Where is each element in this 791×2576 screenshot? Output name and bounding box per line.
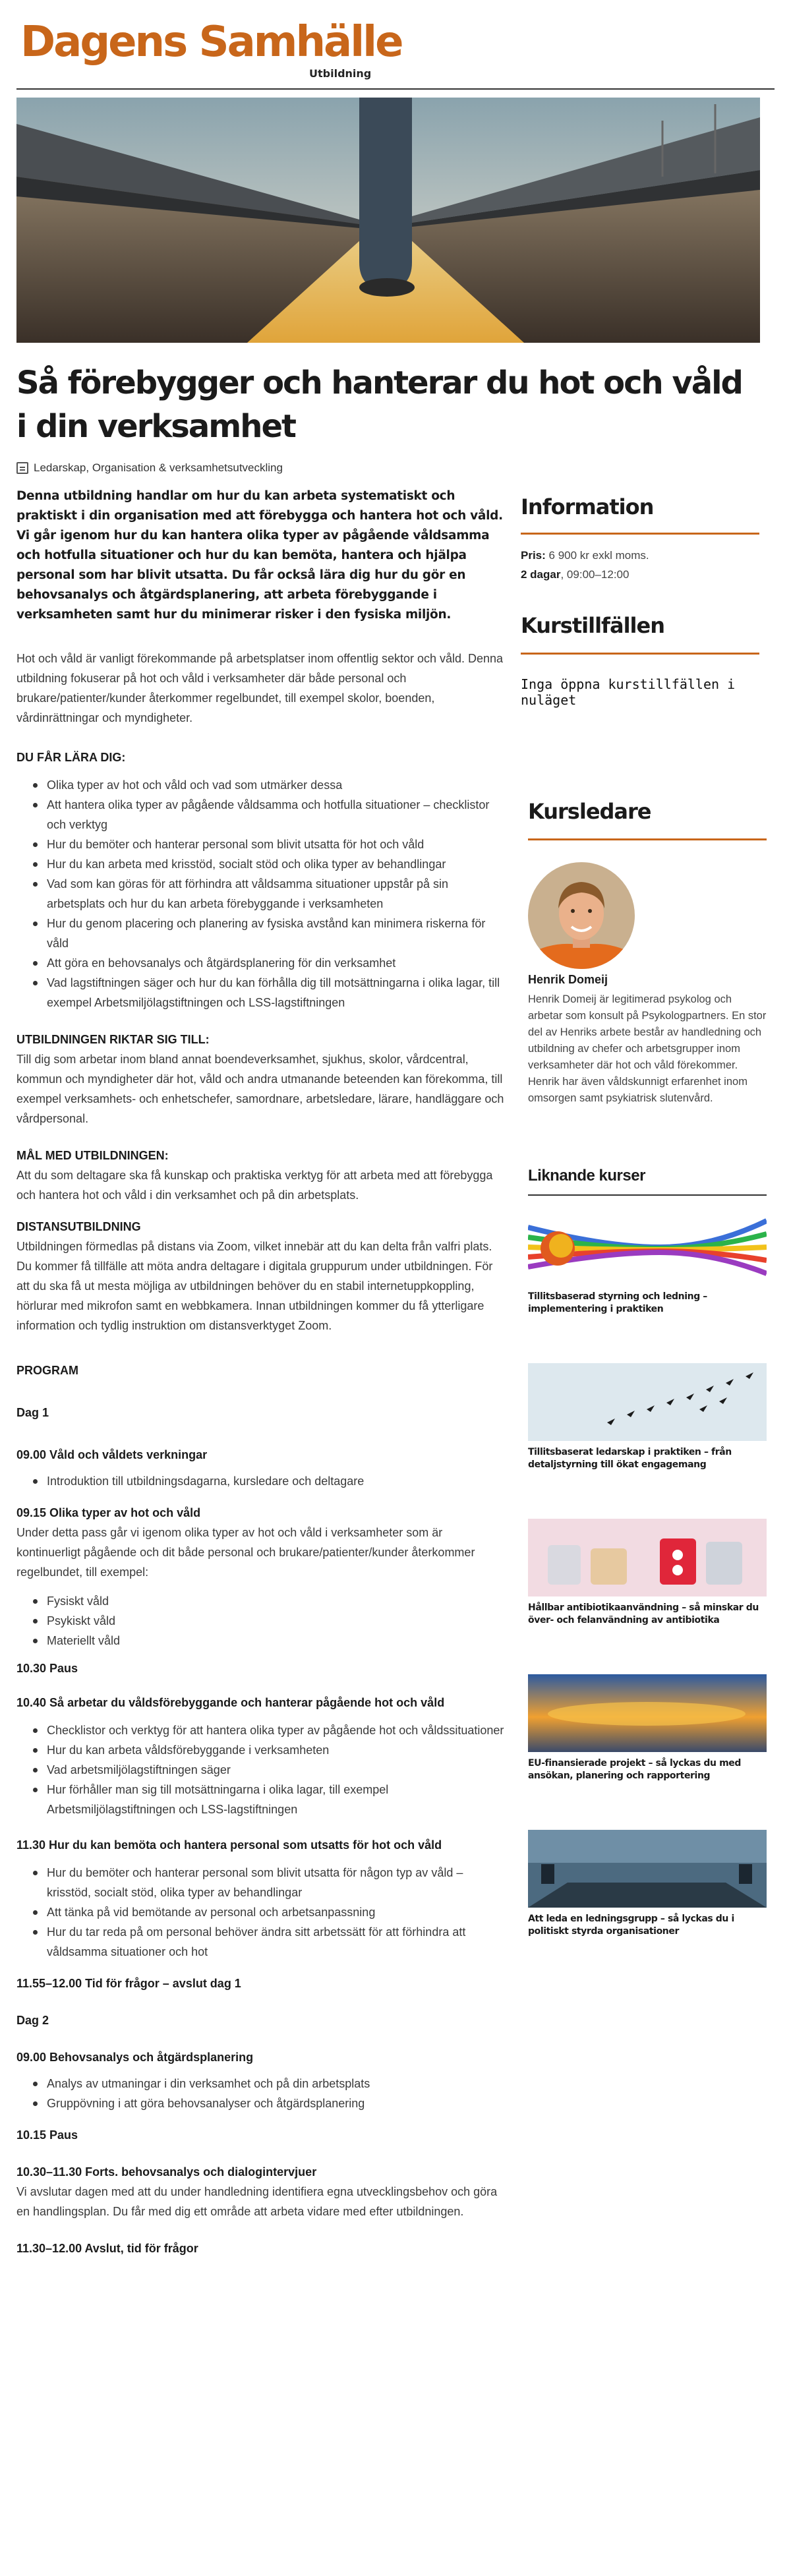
day1-heading: Dag 1	[16, 1406, 49, 1419]
list-item: Analys av utmaningar i din verksamhet och på din arbetsplats	[16, 2074, 504, 2093]
similar-course-title[interactable]: Tillitsbaserat ledarskap i praktiken – från detaljstyrning till ökat engagemang	[528, 1447, 732, 1470]
similar-heading: Liknande kurser	[528, 1167, 645, 1185]
session-title: 10.30 Paus	[16, 1662, 78, 1675]
site-header	[16, 12, 775, 90]
similar-divider	[528, 1194, 767, 1196]
similar-course-image[interactable]	[528, 1363, 767, 1441]
list-item: Hur du bemöter och hanterar personal som blivit utsatta för hot och våld	[16, 834, 504, 854]
similar-course-title[interactable]: Att leda en ledningsgrupp – så lyckas du i politiskt styrda organisationer	[528, 1914, 734, 1937]
price-info	[521, 546, 649, 584]
site-logo[interactable]: Dagens Samhälle	[20, 18, 402, 67]
list-item: Fysiskt våld	[16, 1591, 504, 1611]
list-item: Checklistor och verktyg för att hantera olika typer av pågående hot och våldssituationer	[16, 1720, 504, 1740]
list-item: Vad som kan göras för att förhindra att våldsamma situationer uppstår på sin arbetsplats och hur du kan arbeta förebyggande i verksamheten	[16, 874, 504, 914]
list-item: Vad arbetsmiljölagstiftningen säger	[16, 1760, 504, 1780]
leader-bio: Henrik Domeij är legitimerad psykolog och arbetar som konsult på Psykologpartners. En stor del av Henriks arbete består av handledning och utbildning av chefer och arbetsgrupper inom verksamheter där hot och våld förekommer. Henrik har även våldskunnigt erfarenhet inom omsorgen samt psykiatrisk slutenvård.	[528, 993, 767, 1104]
leader-heading: Kursledare	[528, 799, 651, 824]
hero-image	[16, 98, 760, 343]
duration-label: 2 dagar	[521, 568, 561, 581]
list-item: Introduktion till utbildningsdagarna, kursledare och deltagare	[16, 1471, 504, 1491]
list-item: Gruppövning i att göra behovsanalyser och åtgärdsplanering	[16, 2093, 504, 2113]
sessions-heading: Kurstillfällen	[521, 613, 664, 638]
course-description	[16, 486, 504, 2258]
session-title: 10.40 Så arbetar du våldsförebyggande och hanterar pågående hot och våld	[16, 1696, 445, 1709]
similar-course-image[interactable]	[528, 1674, 767, 1752]
distance-text: Utbildningen förmedlas på distans via Zoom, vilket innebär att du kan delta från valfri plats. Du kommer få tillfälle att möta andra deltagare i digitala gruppurum under utbildningen. För att du ska få ut mesta möjliga av utbildningen behöver du en stabil internetuppkoppling, hörlurar med mikrofon samt en webbkamera. Innan utbildningen kommer du få ytterligare information och tydlig instruktion om distansverktyget Zoom.	[16, 1240, 493, 1332]
no-sessions-text: Inga öppna kurstillfällen i nuläget	[521, 676, 736, 708]
sessions-divider	[521, 653, 759, 655]
similar-course-image[interactable]	[528, 1519, 767, 1596]
price-value: 6 900 kr exkl moms.	[548, 549, 649, 562]
list-item: Hur du genom placering och planering av fysiska avstånd kan minimera riskerna för våld	[16, 914, 504, 953]
list-item: Att hantera olika typer av pågående våldsamma och hotfulla situationer – checklistor och verktyg	[16, 795, 504, 834]
folder-icon	[16, 462, 28, 474]
duration-time: , 09:00–12:00	[560, 568, 630, 581]
avatar	[528, 862, 635, 969]
info-heading: Information	[521, 494, 654, 519]
program-heading: PROGRAM	[16, 1364, 78, 1377]
list-item: Hur du tar reda på om personal behöver ändra sitt arbetssätt för att förhindra att våldsamma situationer och hot	[16, 1922, 504, 1962]
info-divider	[521, 533, 759, 535]
session-title: 09.00 Våld och våldets verkningar	[16, 1448, 208, 1461]
session-title: 11.55–12.00 Tid för frågor – avslut dag 1	[16, 1977, 241, 1990]
similar-course-image[interactable]	[528, 1830, 767, 1908]
page-title: Så förebygger och hanterar du hot och våld i din verksamhet	[16, 365, 742, 445]
goal-text: Att du som deltagare ska få kunskap och praktiska verktyg för att arbeta med att förebygga och hantera hot och våld i din verksamhet och på din arbetsplats.	[16, 1169, 493, 1202]
site-logo-subtitle: Utbildning	[309, 67, 372, 80]
learn-heading: DU FÅR LÄRA DIG:	[16, 751, 126, 764]
session-title: 10.30–11.30 Forts. behovsanalys och dialogintervjuer	[16, 2165, 317, 2179]
day2-heading: Dag 2	[16, 2014, 49, 2027]
goal-heading: MÅL MED UTBILDNINGEN:	[16, 1149, 169, 1162]
list-item: Att tänka på vid bemötande av personal och arbetsanpassning	[16, 1902, 504, 1922]
list-item: Olika typer av hot och våld och vad som utmärker dessa	[16, 775, 504, 795]
audience-text: Till dig som arbetar inom bland annat boendeverksamhet, sjukhus, skolor, vårdcentral, kommun och myndigheter där hot, våld och andra utmanande beteenden kan förekomma, till exempel verksamhets- och enhetschefer, samordnare, arbetsledare, lärare, handläggare och vårdpersonal.	[16, 1053, 504, 1125]
session-title: 11.30 Hur du kan bemöta och hantera personal som utsatts för hot och våld	[16, 1838, 442, 1852]
distance-heading: DISTANSUTBILDNING	[16, 1220, 141, 1233]
session-title: 09.15 Olika typer av hot och våld	[16, 1506, 201, 1519]
session-title: 09.00 Behovsanalys och åtgärdsplanering	[16, 2051, 254, 2064]
list-item: Hur förhåller man sig till motsättningarna i olika lagar, till exempel Arbetsmiljölagstiftningen och LSS-lagstiftningen	[16, 1780, 504, 1819]
list-item: Materiellt våld	[16, 1631, 504, 1651]
similar-course-title[interactable]: Tillitsbaserad styrning och ledning – implementering i praktiken	[528, 1291, 707, 1314]
category-link[interactable]: Ledarskap, Organisation & verksamhetsutveckling	[34, 461, 283, 474]
list-item: Hur du kan arbeta våldsförebyggande i verksamheten	[16, 1740, 504, 1760]
session-text: Vi avslutar dagen med att du under handledning identifiera egna utvecklingsbehov och göra en handlingsplan. Du får med dig ett område att arbeta vidare med efter utbildningen.	[16, 2185, 498, 2218]
similar-course-title[interactable]: EU-finansierade projekt – så lyckas du med ansökan, planering och rapportering	[528, 1758, 741, 1781]
audience-heading: UTBILDNINGEN RIKTAR SIG TILL:	[16, 1033, 210, 1046]
list-item: Hur du kan arbeta med krisstöd, socialt stöd och olika typer av behandlingar	[16, 854, 504, 874]
learn-list	[16, 775, 504, 1012]
similar-course-image[interactable]	[528, 1208, 767, 1285]
price-label: Pris:	[521, 549, 546, 562]
lead-text: Denna utbildning handlar om hur du kan arbeta systematiskt och praktiskt i din organisation med att förebygga och hantera hot och våld. Vi går igenom hur du kan hantera olika typer av pågående våldsamma och hotfulla situationer och hur du kan bemöta, hantera och hjälpa personal som har blivit utsatta. Du får också lära dig hur du gör en behovsanalys och åtgärdsplanering, att arbeta förebyggande i verksamheten samt hur du minimerar risker i den fysiska miljön.	[16, 489, 503, 622]
list-item: Hur du bemöter och hanterar personal som blivit utsatta för någon typ av våld – krisstöd, socialt stöd, olika typer av behandlingar	[16, 1863, 504, 1902]
list-item: Att göra en behovsanalys och åtgärdsplanering för din verksamhet	[16, 953, 504, 973]
session-title: 11.30–12.00 Avslut, tid för frågor	[16, 2242, 198, 2255]
similar-course-title[interactable]: Hållbar antibiotikaanvändning – så minskar du över- och felanvändning av antibiotika	[528, 1602, 759, 1625]
category	[16, 461, 283, 475]
intro-text: Hot och våld är vanligt förekommande på arbetsplatser inom offentlig sektor och våld. Denna utbildning fokuserar på hot och våld i verksamheter där både personal och brukare/patienter/kunder återkommer regelbundet, till exempel skolor, boenden, vårdinrättningar och myndigheter.	[16, 652, 504, 724]
session-title: 10.15 Paus	[16, 2128, 78, 2142]
list-item: Vad lagstiftningen säger och hur du kan förhålla dig till motsättningarna i olika lagar, till exempel Arbetsmiljölagstiftningen och LSS-lagstiftningen	[16, 973, 504, 1012]
list-item: Psykiskt våld	[16, 1611, 504, 1631]
session-text: Under detta pass går vi igenom olika typer av hot och våld i verksamheter som är kontinuerligt pågående och dit både personal och brukare/patienter/kunder återkommer regelbundet, till exempel:	[16, 1526, 475, 1579]
leader-name: Henrik Domeij	[528, 973, 608, 986]
leader-divider	[528, 838, 767, 840]
